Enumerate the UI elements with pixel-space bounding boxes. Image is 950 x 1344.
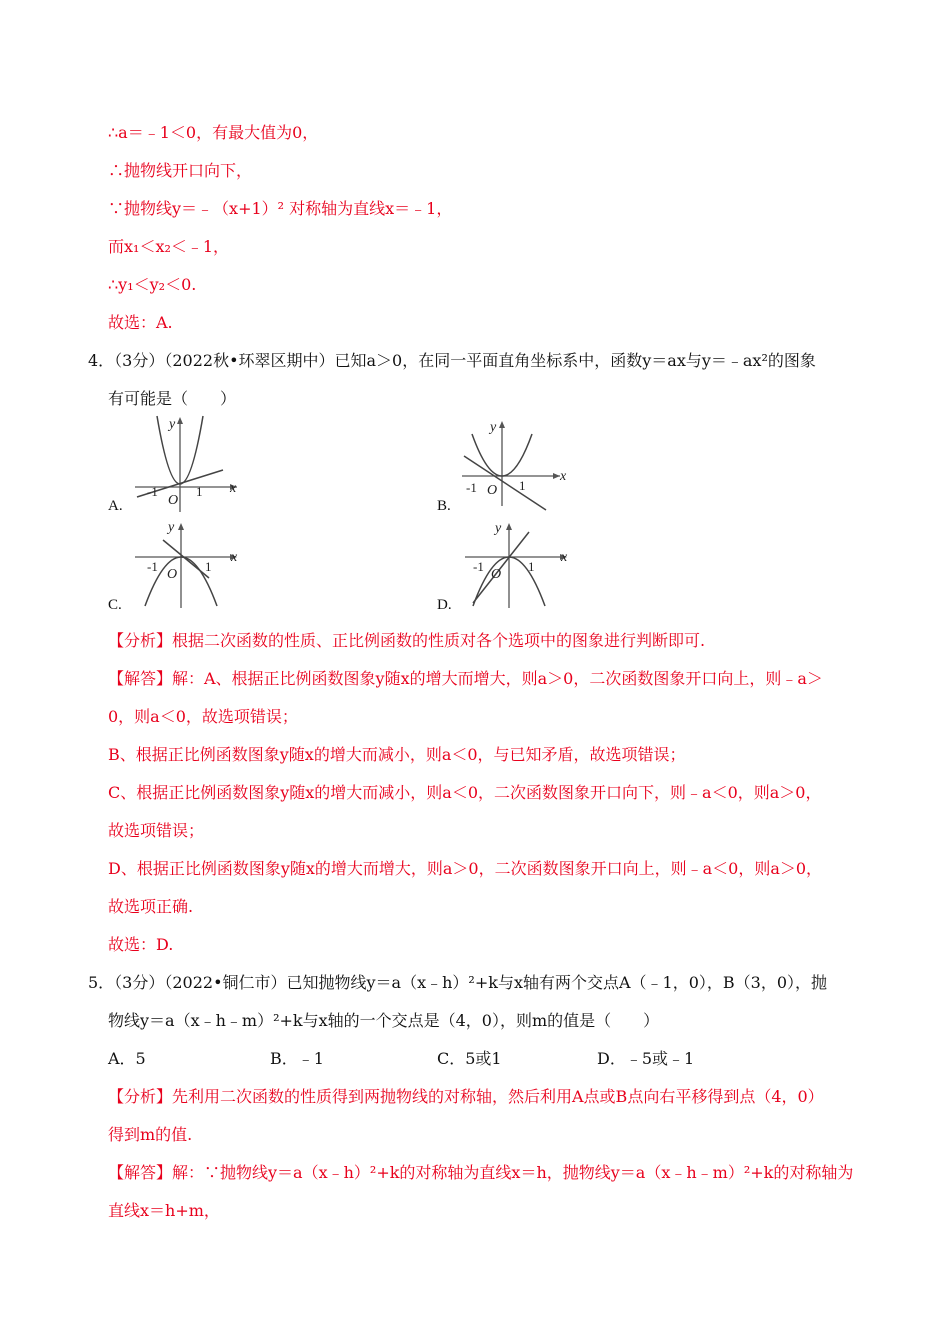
option-c-tick-neg: -1 bbox=[147, 559, 158, 574]
q4-stem-line-1: 4．（3分）（2022秋•环翠区期中）已知a＞0，在同一平面直角坐标系中，函数y＝ax与y＝﹣ax²的图象 bbox=[88, 351, 816, 370]
q4-answer-line-1: 【解答】解：A、根据正比例函数图象y随x的增大而增大，则a＞0，二次函数图象开口向上，则﹣a＞ bbox=[108, 669, 823, 688]
option-d-graph[interactable] bbox=[465, 518, 575, 612]
option-b-origin: O bbox=[487, 483, 498, 498]
option-a-figure bbox=[135, 414, 245, 512]
q5-option-a[interactable]: A．5 bbox=[108, 1049, 146, 1068]
option-d-figure bbox=[465, 518, 575, 608]
option-b-x-label: x bbox=[560, 469, 567, 484]
q3-answer: 故选：A. bbox=[108, 313, 173, 332]
q4-answer-line-4: C、根据正比例函数图象y随x的增大而减小，则a＜0，二次函数图象开口向下，则﹣a＜0，则a＞0， bbox=[108, 783, 822, 802]
option-c-x-label: x bbox=[231, 550, 238, 565]
option-b-graph[interactable] bbox=[462, 416, 572, 516]
q5-answer-line-1: 【解答】解：∵抛物线y＝a（x﹣h）²+k的对称轴为直线x＝h，抛物线y＝a（x﹣h﹣m）²+k的对称轴为 bbox=[108, 1163, 854, 1182]
option-d-x-label: x bbox=[561, 550, 568, 565]
option-a-y-label: y bbox=[169, 417, 176, 432]
q5-analysis-line-1: 【分析】先利用二次函数的性质得到两抛物线的对称轴，然后利用A点或B点向右平移得到点（4，0） bbox=[108, 1087, 824, 1106]
q4-answer-line-6: D、根据正比例函数图象y随x的增大而增大，则a＞0，二次函数图象开口向上，则﹣a＜0，则a＞0， bbox=[108, 859, 823, 878]
q4-stem-line-2: 有可能是（ ） bbox=[108, 389, 237, 408]
q4-analysis: 【分析】根据二次函数的性质、正比例函数的性质对各个选项中的图象进行判断即可. bbox=[108, 631, 706, 650]
option-c-origin: O bbox=[167, 567, 178, 582]
q5-option-d[interactable]: D．﹣5或﹣1 bbox=[597, 1049, 695, 1068]
option-d-tick-neg: -1 bbox=[473, 559, 484, 574]
option-a-x-label: x bbox=[230, 481, 237, 496]
q5-answer-line-2: 直线x＝h+m， bbox=[108, 1201, 220, 1220]
q3-line-2: ∴抛物线开口向下， bbox=[108, 161, 253, 180]
option-a-graph[interactable] bbox=[135, 414, 245, 516]
option-c-y-label: y bbox=[168, 520, 175, 535]
q4-answer-line-2: 0，则a＜0，故选项错误； bbox=[108, 707, 298, 726]
option-c-tick-pos: 1 bbox=[205, 559, 212, 574]
q4-final-choice: 故选：D. bbox=[108, 935, 174, 954]
option-b-figure bbox=[462, 416, 572, 512]
q4-answer-line-7: 故选项正确. bbox=[108, 897, 194, 916]
option-d-y-label: y bbox=[495, 521, 502, 536]
option-a-label[interactable]: A. bbox=[108, 498, 123, 514]
option-d-tick-pos: 1 bbox=[528, 559, 535, 574]
q3-line-5: ∴y₁＜y₂＜0. bbox=[108, 275, 197, 294]
option-b-tick-pos: 1 bbox=[519, 478, 526, 493]
option-c-figure bbox=[135, 518, 245, 608]
option-d-origin: O bbox=[491, 567, 502, 582]
q3-line-4: 而x₁＜x₂＜﹣1， bbox=[108, 237, 230, 256]
q5-stem-line-1: 5．（3分）（2022•铜仁市）已知抛物线y＝a（x﹣h）²+k与x轴有两个交点A（﹣1，0），B（3，0），抛 bbox=[88, 973, 827, 992]
option-c-label[interactable]: C. bbox=[108, 597, 122, 613]
q5-option-b[interactable]: B．﹣1 bbox=[270, 1049, 324, 1068]
q5-option-c[interactable]: C．5或1 bbox=[437, 1049, 502, 1068]
option-a-origin: O bbox=[168, 493, 179, 508]
option-b-label[interactable]: B. bbox=[437, 498, 451, 514]
option-c-graph[interactable] bbox=[135, 518, 245, 612]
q5-analysis-line-2: 得到m的值. bbox=[108, 1125, 193, 1144]
q5-stem-line-2: 物线y＝a（x﹣h﹣m）²+k与x轴的一个交点是（4，0），则m的值是（ ） bbox=[108, 1011, 660, 1030]
option-d-label[interactable]: D. bbox=[437, 597, 452, 613]
option-b-tick-neg: -1 bbox=[466, 480, 477, 495]
option-b-y-label: y bbox=[490, 420, 497, 435]
q3-line-1: ∴a＝﹣1＜0，有最大值为0， bbox=[108, 123, 319, 142]
q4-answer-line-3: B、根据正比例函数图象y随x的增大而减小，则a＜0，与已知矛盾，故选项错误； bbox=[108, 745, 686, 764]
q4-answer-line-5: 故选项错误； bbox=[108, 821, 205, 840]
option-a-tick-pos: 1 bbox=[196, 484, 203, 499]
q3-line-3: ∵抛物线y＝﹣（x+1）² 对称轴为直线x＝﹣1， bbox=[108, 199, 453, 218]
option-a-tick-neg: -1 bbox=[147, 484, 158, 499]
